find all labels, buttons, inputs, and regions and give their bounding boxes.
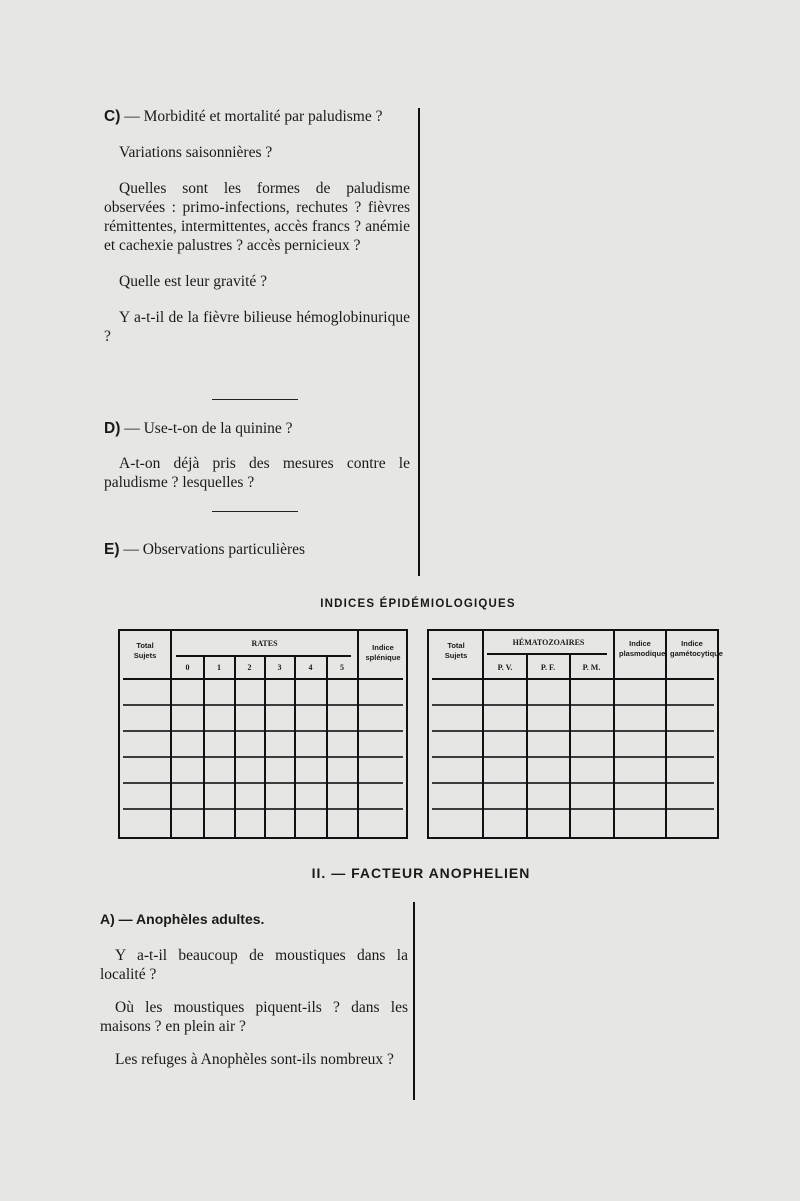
hemato-column-header: P. V.	[497, 663, 513, 672]
separator-line	[212, 511, 298, 512]
table-col-line	[170, 631, 172, 837]
table-col-line	[234, 657, 236, 837]
table-col-line	[326, 657, 328, 837]
rate-column-header: 1	[217, 663, 221, 672]
table-row-line	[432, 756, 714, 758]
table-col-line	[294, 657, 296, 837]
table-col-line	[203, 657, 205, 837]
section-ii-a-heading	[100, 910, 408, 929]
indices-title: INDICES ÉPIDÉMIOLOGIQUES	[320, 598, 516, 610]
table-row-line	[123, 756, 403, 758]
table-row-line	[123, 704, 403, 706]
hematozoa-table	[427, 629, 723, 839]
section-c-paragraph: Y a-t-il de la fièvre bilieuse hémoglobinurique ?	[104, 309, 410, 345]
section-c-heading	[104, 107, 410, 126]
table-row-line	[432, 704, 714, 706]
section-c-paragraph: Quelle est leur gravité ?	[119, 273, 268, 290]
section-ii-column	[100, 910, 408, 1069]
table-row-line	[432, 808, 714, 810]
table-col-line	[569, 655, 571, 837]
section-ii-paragraph: Où les moustiques piquent-ils ? dans les maisons ? en plein air ?	[100, 999, 408, 1035]
table-row-line	[123, 730, 403, 732]
table-row-line	[432, 730, 714, 732]
section-d-column	[104, 419, 410, 492]
section-c-paragraph: Quelles sont les formes de paludisme observées : primo-infections, rechutes ? fièvres rémittentes, intermittentes, accès francs ? anémie et cachexie palustres ? accès pernicieux ?	[104, 180, 410, 254]
column-divider	[413, 902, 415, 1100]
section-d-label: D)	[104, 420, 121, 437]
section-d-heading-text: — Use-t-on de la quinine ?	[124, 420, 293, 437]
rates-header: RATES	[251, 639, 278, 648]
hematozoa-header: HÉMATOZOAIRES	[512, 638, 585, 647]
section-ii-paragraph: Les refuges à Anophèles sont-ils nombreux ?	[115, 1051, 394, 1068]
table-col-line	[526, 655, 528, 837]
gametocytic-index-header: Indice gamétocytique	[670, 639, 723, 658]
hemato-column-header: P. M.	[582, 663, 601, 672]
rate-column-header: 3	[277, 663, 282, 672]
section-c-heading-text: — Morbidité et mortalité par paludisme ?	[124, 108, 383, 125]
table-header-line	[123, 678, 403, 680]
table-col-line	[613, 631, 615, 837]
column-divider	[418, 108, 420, 576]
section-ii-a-label: A)	[100, 911, 115, 927]
section-d-paragraph: A-t-on déjà pris des mesures contre le paludisme ? lesquelles ?	[104, 455, 410, 491]
section-e-label: E)	[104, 541, 120, 558]
section-e-heading	[104, 540, 410, 559]
table-subheader-line	[487, 653, 607, 655]
section-ii-paragraph: Y a-t-il beaucoup de moustiques dans la localité ?	[100, 947, 408, 983]
plasmodic-index-header: Indice plasmodique	[619, 639, 666, 658]
table-col-line	[665, 631, 667, 837]
table-row-line	[123, 782, 403, 784]
rate-column-header: 4	[308, 663, 313, 672]
table-row-line	[123, 808, 403, 810]
section-e-heading-text: — Observations particulières	[123, 541, 306, 558]
table-col-line	[264, 657, 266, 837]
section-c-column	[104, 107, 410, 346]
section-ii-title: II. — FACTEUR ANOPHELIEN	[311, 865, 531, 881]
section-c-label: C)	[104, 108, 121, 125]
table-row-line	[432, 782, 714, 784]
rate-column-header: 0	[185, 663, 190, 672]
total-subjects-header: Total Sujets	[133, 641, 157, 660]
hemato-column-header: P. F.	[540, 663, 556, 672]
table-subheader-line	[176, 655, 351, 657]
table-col-line	[482, 631, 484, 837]
section-d-heading	[104, 419, 410, 438]
splenic-index-header: Indice splénique	[365, 643, 401, 662]
separator-line	[212, 399, 298, 400]
section-e-column	[104, 540, 410, 559]
section-ii-a-heading-text: — Anophèles adultes.	[118, 911, 265, 927]
table-header-line	[432, 678, 714, 680]
rate-column-header: 2	[247, 663, 252, 672]
total-subjects-header: Total Sujets	[444, 641, 468, 660]
rate-column-header: 5	[340, 663, 344, 672]
section-c-paragraph: Variations saisonnières ?	[119, 144, 273, 161]
rates-table	[118, 629, 408, 839]
